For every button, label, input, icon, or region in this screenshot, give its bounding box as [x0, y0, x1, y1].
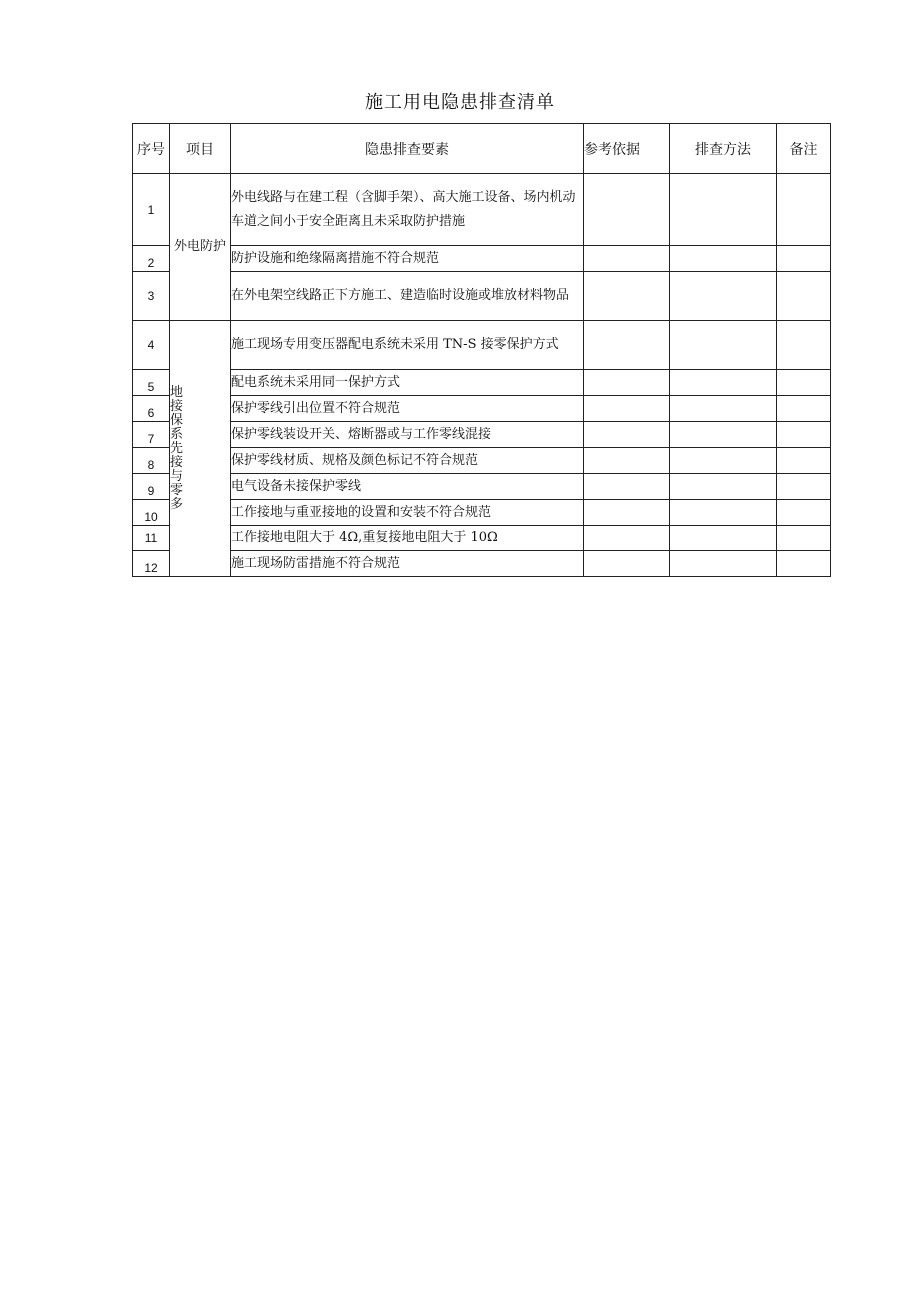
row-method [670, 551, 777, 577]
header-seq: 序号 [133, 124, 170, 174]
row-basis [584, 448, 670, 474]
row-basis [584, 370, 670, 396]
row-basis [584, 422, 670, 448]
row-note [777, 396, 831, 422]
row-note [777, 321, 831, 370]
row-seq: 10 [133, 500, 170, 526]
header-note: 备注 [777, 124, 831, 174]
row-element: 施工现场专用变压器配电系统未采用 TN-S 接零保护方式 [231, 321, 584, 370]
row-basis [584, 526, 670, 551]
row-basis [584, 500, 670, 526]
table-row [133, 526, 831, 551]
row-note [777, 526, 831, 551]
table-row [133, 500, 831, 526]
row-method [670, 396, 777, 422]
table-row [133, 370, 831, 396]
row-method [670, 370, 777, 396]
row-element: 施工现场防雷措施不符合规范 [231, 551, 584, 577]
row-note [777, 272, 831, 321]
row-seq: 12 [133, 551, 170, 577]
row-basis [584, 396, 670, 422]
row-seq: 7 [133, 422, 170, 448]
header-basis: 参考依据 [584, 124, 670, 174]
row-basis [584, 174, 670, 246]
row-method [670, 448, 777, 474]
row-method [670, 321, 777, 370]
row-note [777, 448, 831, 474]
row-element: 在外电架空线路正下方施工、建造临时设施或堆放材料物品 [231, 272, 584, 321]
row-element: 工作接地与重亚接地的设置和安装不符合规范 [231, 500, 584, 526]
table-row [133, 321, 831, 370]
row-basis [584, 474, 670, 500]
row-basis [584, 551, 670, 577]
row-element: 外电线路与在建工程（含脚手架）、高大施工设备、场内机动车道之间小于安全距离且未采取防护措施 [231, 174, 584, 246]
row-seq: 1 [133, 174, 170, 246]
header-method: 排查方法 [670, 124, 777, 174]
header-element: 隐患排查要素 [231, 124, 584, 174]
row-element: 电气设备未接保护零线 [231, 474, 584, 500]
row-method [670, 272, 777, 321]
table-row [133, 551, 831, 577]
table-row [133, 396, 831, 422]
row-basis [584, 246, 670, 272]
row-element: 防护设施和绝缘隔离措施不符合规范 [231, 246, 584, 272]
row-element: 保护零线装设开关、熔断器或与工作零线混接 [231, 422, 584, 448]
row-method [670, 526, 777, 551]
row-method [670, 474, 777, 500]
row-basis [584, 321, 670, 370]
row-method [670, 246, 777, 272]
hazard-checklist-table [132, 123, 831, 577]
row-element: 配电系统未采用同一保护方式 [231, 370, 584, 396]
table-header-row [133, 124, 831, 174]
table-row [133, 272, 831, 321]
category-external-power-protection: 外电防护 [170, 174, 231, 321]
table-row [133, 174, 831, 246]
document-title: 施工用电隐患排查清单 [365, 92, 555, 113]
row-note [777, 551, 831, 577]
row-note [777, 422, 831, 448]
row-note [777, 370, 831, 396]
row-element: 工作接地电阻大于 4Ω,重复接地电阻大于 10Ω [231, 526, 584, 551]
row-method [670, 174, 777, 246]
category-grounding-label: 地接保系先接与零多 [170, 384, 184, 512]
table-row [133, 448, 831, 474]
row-seq: 3 [133, 272, 170, 321]
row-method [670, 500, 777, 526]
row-seq: 8 [133, 448, 170, 474]
row-method [670, 422, 777, 448]
row-seq: 2 [133, 246, 170, 272]
row-note [777, 500, 831, 526]
row-note [777, 174, 831, 246]
row-seq: 4 [133, 321, 170, 370]
row-element: 保护零线材质、规格及颜色标记不符合规范 [231, 448, 584, 474]
row-element: 保护零线引出位置不符合规范 [231, 396, 584, 422]
table-row [133, 246, 831, 272]
header-item: 项目 [170, 124, 231, 174]
table-row [133, 474, 831, 500]
row-basis [584, 272, 670, 321]
row-seq: 5 [133, 370, 170, 396]
category-grounding-protection [170, 321, 231, 577]
table-row [133, 422, 831, 448]
row-seq: 9 [133, 474, 170, 500]
row-seq: 11 [133, 526, 170, 551]
row-seq: 6 [133, 396, 170, 422]
row-note [777, 246, 831, 272]
row-note [777, 474, 831, 500]
